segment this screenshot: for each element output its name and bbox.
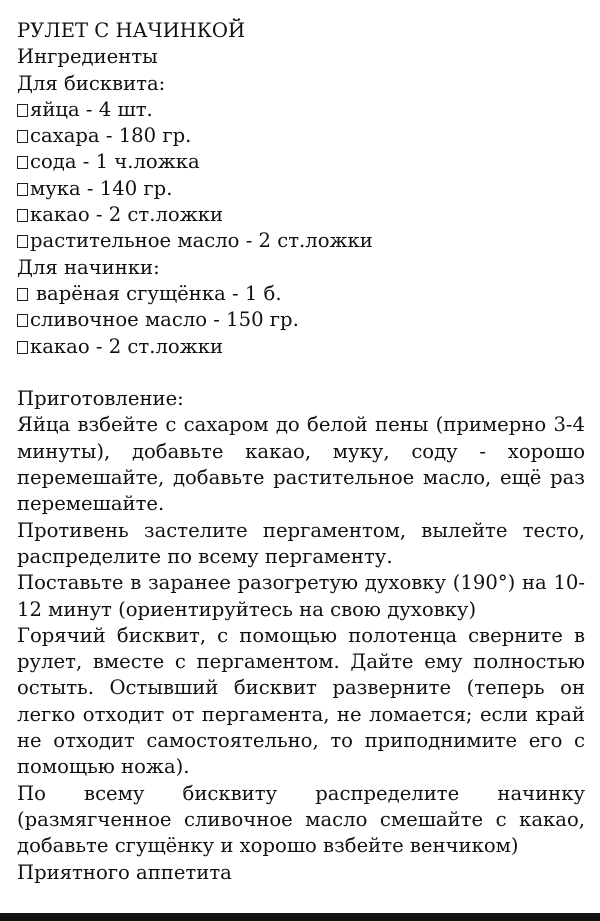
sponge-heading: Для бисквита:	[17, 71, 166, 95]
sponge-item-text: растительное масло - 2 ст.ложки	[30, 229, 373, 253]
checkbox-icon	[17, 130, 28, 143]
sponge-item-text: мука - 140 гр.	[30, 176, 173, 200]
filling-item	[17, 281, 585, 307]
filling-item-text: сливочное масло - 150 гр.	[30, 308, 299, 332]
recipe-document	[17, 18, 585, 886]
checkbox-icon	[17, 341, 28, 354]
filling-item	[17, 334, 585, 360]
filling-item	[17, 307, 585, 333]
sponge-item	[17, 149, 585, 175]
sponge-item-text: сахара - 180 гр.	[30, 124, 192, 148]
sponge-item-text: яйца - 4 шт.	[30, 97, 153, 121]
bottom-border	[0, 913, 600, 921]
sponge-item	[17, 176, 585, 202]
preparation-step: Горячий бисквит, с помощью полотенца сверните в рулет, вместе с пергаментом. Дайте ему полностью остыть. Остывший бисквит разверните (теперь он легко отходит от пергамента, не ломается; если край не отходит самостоятельно, то приподнимите его с помощью ножа).	[17, 623, 585, 779]
sponge-item	[17, 202, 585, 228]
checkbox-icon	[17, 288, 28, 301]
checkbox-icon	[17, 104, 28, 117]
sponge-item-text: какао - 2 ст.ложки	[30, 203, 224, 227]
ingredients-heading: Ингредиенты	[17, 45, 158, 69]
recipe-title: РУЛЕТ С НАЧИНКОЙ	[17, 19, 246, 42]
sponge-item	[17, 228, 585, 254]
checkbox-icon	[17, 209, 28, 222]
filling-item-text: какао - 2 ст.ложки	[30, 334, 224, 358]
preparation-step: Противень застелите пергаментом, вылейте тесто, распределите по всему пергаменту.	[17, 518, 585, 568]
closing-line: Приятного аппетита	[17, 860, 232, 884]
preparation-step: По всему бисквиту распределите начинку (размягченное сливочное масло смешайте с какао, добавьте сгущёнку и хорошо взбейте венчиком)	[17, 781, 585, 858]
filling-item-text: варёная сгущёнка - 1 б.	[36, 281, 282, 305]
sponge-item	[17, 123, 585, 149]
sponge-item	[17, 97, 585, 123]
checkbox-icon	[17, 235, 28, 248]
checkbox-icon	[17, 314, 28, 327]
checkbox-icon	[17, 183, 28, 196]
preparation-heading: Приготовление:	[17, 387, 184, 411]
filling-heading: Для начинки:	[17, 255, 160, 279]
preparation-step: Поставьте в заранее разогретую духовку (190°) на 10-12 минут (ориентируйтесь на свою духовку)	[17, 571, 585, 621]
preparation-step: Яйца взбейте с сахаром до белой пены (примерно 3-4 минуты), добавьте какао, муку, соду - хорошо перемешайте, добавьте растительное масло, ещё раз перемешайте.	[17, 413, 585, 516]
blank-line	[17, 360, 585, 386]
sponge-item-text: сода - 1 ч.ложка	[30, 150, 200, 174]
checkbox-icon	[17, 156, 28, 169]
